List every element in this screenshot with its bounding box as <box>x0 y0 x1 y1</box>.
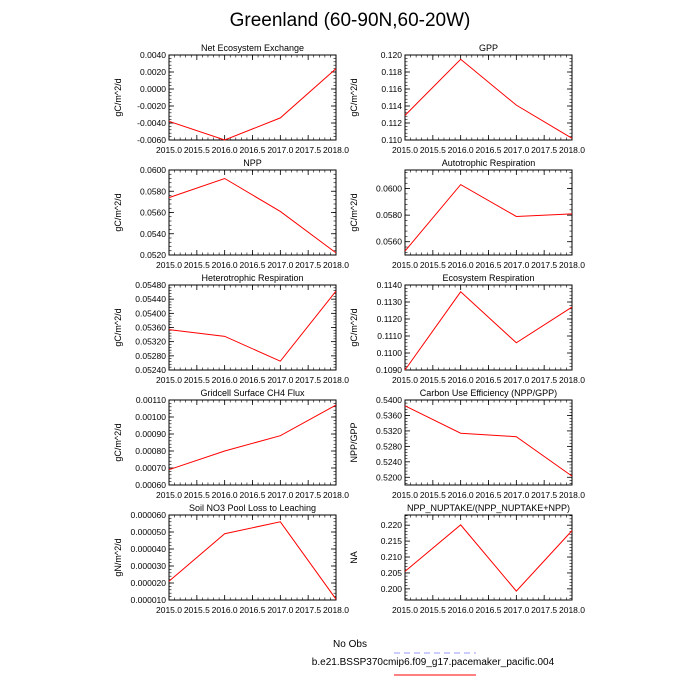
legend-model-label: b.e21.BSSP370cmip6.f09_g17.pacemaker_pacific.004 <box>311 657 555 668</box>
y-tick-label: 0.5360 <box>376 410 402 421</box>
x-tick-label: 2016.5 <box>239 145 266 155</box>
y-tick-label: 0.0580 <box>376 210 402 221</box>
x-tick-label: 2017.0 <box>503 260 530 270</box>
x-tick-label: 2015.5 <box>183 605 210 615</box>
x-tick-label: 2015.5 <box>183 375 210 385</box>
y-tick-label: 0.5320 <box>376 425 402 436</box>
y-tick-label: 0.0600 <box>140 165 166 175</box>
panel-title: Ecosystem Respiration <box>442 273 535 283</box>
panel-title: Gridcell Surface CH4 Flux <box>200 388 305 398</box>
x-tick-label: 2016.5 <box>475 260 502 270</box>
y-tick-label: 0.200 <box>380 583 402 594</box>
x-tick-label: 2016.5 <box>475 145 502 155</box>
y-tick-label: 0.000040 <box>130 544 166 554</box>
x-tick-label: 2015.5 <box>419 605 446 615</box>
y-tick-label: 0.110 <box>381 135 402 145</box>
x-tick-label: 2015.0 <box>156 145 182 155</box>
x-tick-label: 2015.0 <box>392 375 418 385</box>
y-tick-label: 0.05480 <box>135 280 166 290</box>
x-tick-label: 2015.0 <box>392 145 418 155</box>
series-line <box>405 292 572 370</box>
x-tick-label: 2017.5 <box>295 145 322 155</box>
x-tick-label: 2015.5 <box>183 145 210 155</box>
y-tick-label: 0.00090 <box>135 429 166 439</box>
series-line <box>169 179 336 253</box>
x-tick-label: 2015.5 <box>419 260 446 270</box>
y-tick-label: 0.220 <box>380 520 402 531</box>
y-axis-label: NA <box>349 551 359 564</box>
x-tick-label: 2018.0 <box>559 145 585 155</box>
page-title: Greenland (60-90N,60-20W) <box>229 10 471 31</box>
y-tick-label: 0.000060 <box>130 510 166 520</box>
y-axis-label: NPP/GPP <box>349 422 359 463</box>
y-tick-label: 0.5400 <box>376 395 402 405</box>
y-tick-label: 0.00060 <box>135 480 166 490</box>
x-tick-label: 2016.0 <box>447 145 474 155</box>
x-tick-label: 2017.0 <box>267 605 294 615</box>
plot-frame <box>169 170 336 255</box>
y-tick-label: 0.0540 <box>140 228 166 239</box>
panel-title: NPP_NUPTAKE/(NPP_NUPTAKE+NPP) <box>407 503 570 513</box>
x-tick-label: 2016.5 <box>475 490 502 500</box>
y-tick-label: 0.112 <box>381 118 402 128</box>
panel-title: Heterotrophic Respiration <box>201 273 304 283</box>
y-tick-label: 0.205 <box>380 567 402 578</box>
y-axis-label: gC/m^2/d <box>113 308 123 347</box>
y-tick-label: 0.5240 <box>376 456 402 467</box>
y-tick-label: 0.1130 <box>376 297 402 307</box>
y-tick-label: 0.000030 <box>130 561 166 571</box>
legend <box>0 636 700 686</box>
x-tick-label: 2016.0 <box>447 375 474 385</box>
x-tick-label: 2015.5 <box>419 490 446 500</box>
y-axis-label: gC/m^2/d <box>113 78 123 117</box>
y-tick-label: 0.000050 <box>130 527 166 537</box>
y-tick-label: 0.0580 <box>140 186 166 197</box>
x-tick-label: 2017.0 <box>503 145 530 155</box>
y-tick-label: 0.00070 <box>135 463 166 473</box>
y-tick-label: 0.118 <box>381 67 402 77</box>
y-tick-label: 0.116 <box>381 84 402 94</box>
x-tick-label: 2017.5 <box>531 260 558 270</box>
plot-frame <box>405 400 572 485</box>
y-axis-label: gC/m^2/d <box>113 423 123 462</box>
series-line <box>169 405 336 470</box>
x-tick-label: 2017.5 <box>295 490 322 500</box>
y-tick-label: 0.0520 <box>140 250 166 260</box>
x-tick-label: 2016.5 <box>239 490 266 500</box>
legend-obs-label: No Obs <box>333 639 367 650</box>
panel-title: NPP <box>243 158 262 168</box>
x-tick-label: 2017.0 <box>267 375 294 385</box>
x-tick-label: 2017.5 <box>531 145 558 155</box>
panel-title: GPP <box>478 43 499 53</box>
x-tick-label: 2017.0 <box>503 375 530 385</box>
x-tick-label: 2016.5 <box>239 375 266 385</box>
series-line <box>405 406 572 476</box>
x-tick-label: 2015.0 <box>156 375 182 385</box>
x-tick-label: 2016.0 <box>211 605 238 615</box>
y-tick-label: 0.0020 <box>140 67 166 77</box>
y-tick-label: 0.0040 <box>140 50 166 60</box>
y-tick-label: 0.05360 <box>135 322 166 333</box>
y-tick-label: 0.0000 <box>140 84 166 94</box>
y-axis-label: gN/m^2/d <box>113 538 123 577</box>
y-tick-label: 0.00080 <box>135 446 166 456</box>
x-tick-label: 2017.5 <box>531 490 558 500</box>
x-tick-label: 2016.5 <box>239 605 266 615</box>
x-tick-label: 2016.0 <box>211 375 238 385</box>
y-tick-label: 0.1090 <box>376 365 402 375</box>
x-tick-label: 2018.0 <box>323 145 349 155</box>
x-tick-label: 2018.0 <box>323 375 349 385</box>
x-tick-label: 2018.0 <box>559 490 585 500</box>
x-tick-label: 2016.0 <box>211 260 238 270</box>
x-tick-label: 2015.5 <box>419 145 446 155</box>
x-tick-label: 2017.0 <box>267 145 294 155</box>
x-tick-label: 2018.0 <box>323 260 349 270</box>
y-tick-label: 0.05320 <box>135 336 166 347</box>
y-tick-label: 0.1140 <box>376 280 402 290</box>
y-tick-label: -0.0020 <box>137 101 166 111</box>
x-tick-label: 2018.0 <box>559 605 585 615</box>
y-tick-label: 0.05240 <box>135 365 166 375</box>
x-tick-label: 2015.0 <box>392 490 418 500</box>
y-tick-label: 0.1110 <box>377 331 402 341</box>
y-tick-label: 0.000010 <box>130 595 166 605</box>
panel-title: Net Ecosystem Exchange <box>200 43 305 53</box>
y-tick-label: -0.0040 <box>137 118 166 128</box>
panel-title: Autotrophic Respiration <box>441 158 536 168</box>
x-tick-label: 2015.0 <box>392 605 418 615</box>
x-tick-label: 2016.0 <box>447 260 474 270</box>
x-tick-label: 2015.5 <box>419 375 446 385</box>
y-tick-label: 0.0600 <box>376 183 402 194</box>
x-tick-label: 2015.5 <box>183 490 210 500</box>
y-tick-label: 0.00110 <box>135 395 166 405</box>
plot-frame <box>169 55 336 140</box>
y-axis-label: gC/m^2/d <box>349 78 359 117</box>
y-axis-label: gC/m^2/d <box>349 193 359 232</box>
y-tick-label: 0.120 <box>380 50 402 60</box>
x-tick-label: 2018.0 <box>323 490 349 500</box>
y-tick-label: 0.114 <box>381 101 402 111</box>
x-tick-label: 2017.0 <box>267 260 294 270</box>
y-tick-label: 0.05440 <box>135 294 166 305</box>
y-tick-label: 0.1120 <box>376 314 402 324</box>
y-tick-label: 0.0560 <box>376 236 402 247</box>
x-tick-label: 2017.5 <box>295 605 322 615</box>
x-tick-label: 2017.5 <box>295 375 322 385</box>
y-axis-label: gC/m^2/d <box>349 308 359 347</box>
x-tick-label: 2017.0 <box>503 605 530 615</box>
x-tick-label: 2015.0 <box>156 605 182 615</box>
y-tick-label: 0.05400 <box>135 308 166 319</box>
plot-frame <box>169 400 336 485</box>
x-tick-label: 2017.0 <box>267 490 294 500</box>
series-line <box>405 525 572 591</box>
x-tick-label: 2016.0 <box>447 605 474 615</box>
panel-title: Soil NO3 Pool Loss to Leaching <box>188 503 317 513</box>
x-tick-label: 2017.5 <box>531 605 558 615</box>
plot-frame <box>169 285 336 370</box>
y-tick-label: 0.00100 <box>135 412 166 422</box>
series-line <box>405 185 572 251</box>
y-tick-label: 0.215 <box>380 536 402 547</box>
y-tick-label: 0.05280 <box>135 350 166 361</box>
x-tick-label: 2018.0 <box>559 260 585 270</box>
x-tick-label: 2015.5 <box>183 260 210 270</box>
plot-frame <box>405 285 572 370</box>
panel-title: Carbon Use Efficiency (NPP/GPP) <box>419 388 558 398</box>
x-tick-label: 2017.5 <box>531 375 558 385</box>
x-tick-label: 2018.0 <box>323 605 349 615</box>
y-tick-label: 0.1100 <box>376 348 402 358</box>
x-tick-label: 2016.0 <box>211 145 238 155</box>
y-tick-label: 0.5200 <box>376 472 402 483</box>
series-line <box>169 522 336 599</box>
x-tick-label: 2017.0 <box>503 490 530 500</box>
series-line <box>405 59 572 138</box>
plot-frame <box>405 170 572 255</box>
plot-frame <box>405 55 572 140</box>
y-axis-label: gC/m^2/d <box>113 193 123 232</box>
y-tick-label: 0.000020 <box>130 578 166 588</box>
series-line <box>169 291 336 361</box>
x-tick-label: 2015.0 <box>392 260 418 270</box>
x-tick-label: 2015.0 <box>156 490 182 500</box>
x-tick-label: 2016.5 <box>475 375 502 385</box>
x-tick-label: 2016.0 <box>447 490 474 500</box>
y-tick-label: -0.0060 <box>137 135 166 145</box>
x-tick-label: 2018.0 <box>559 375 585 385</box>
x-tick-label: 2015.0 <box>156 260 182 270</box>
y-tick-label: 0.210 <box>380 552 402 563</box>
x-tick-label: 2016.0 <box>211 490 238 500</box>
series-line <box>169 69 336 140</box>
x-tick-label: 2017.5 <box>295 260 322 270</box>
x-tick-label: 2016.5 <box>239 260 266 270</box>
x-tick-label: 2016.5 <box>475 605 502 615</box>
y-tick-label: 0.5280 <box>376 441 402 452</box>
y-tick-label: 0.0560 <box>140 207 166 218</box>
